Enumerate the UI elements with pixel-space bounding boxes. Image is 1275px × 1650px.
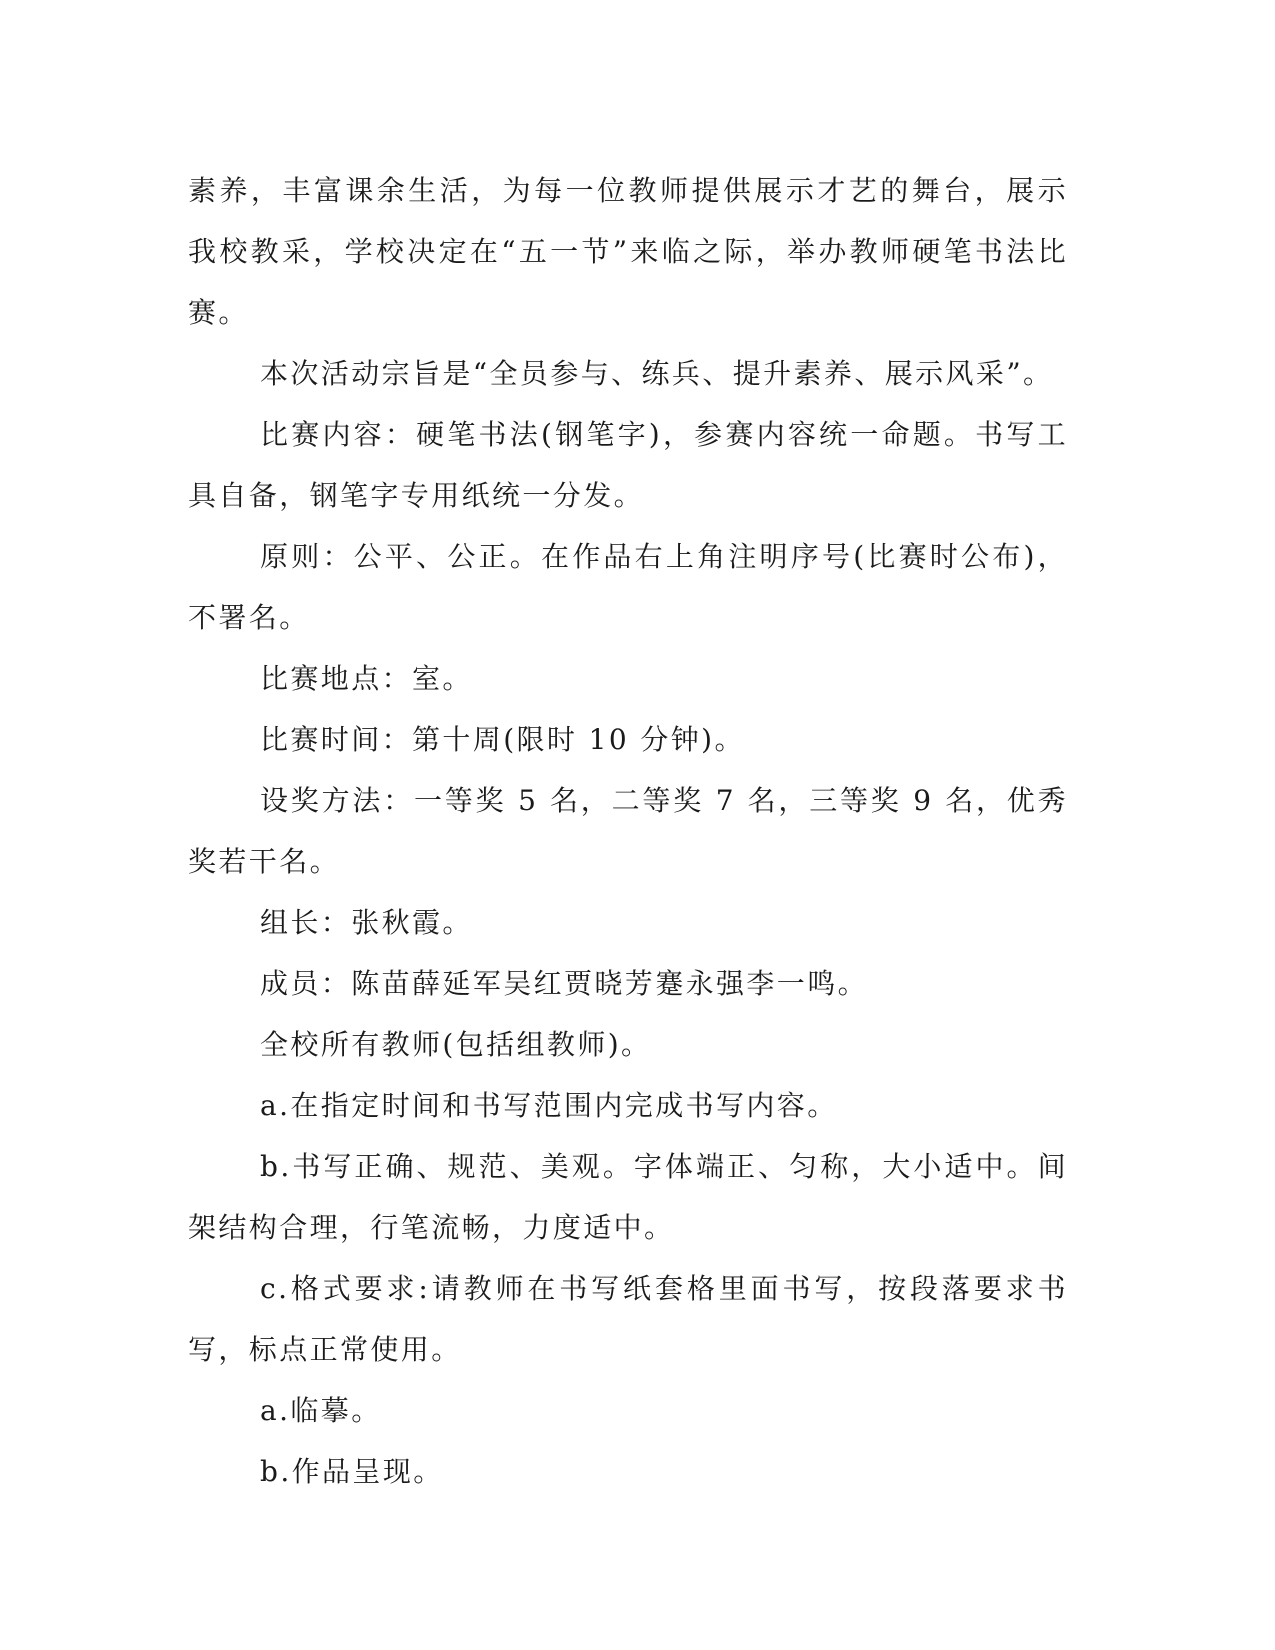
paragraph: 设奖方法：一等奖 5 名，二等奖 7 名，三等奖 9 名，优秀奖若干名。 — [188, 784, 1068, 878]
document-body — [188, 160, 1068, 1502]
paragraph: 比赛内容：硬笔书法(钢笔字)，参赛内容统一命题。书写工具自备，钢笔字专用纸统一分发。 — [188, 418, 1068, 512]
paragraph: 原则：公平、公正。在作品右上角注明序号(比赛时公布)，不署名。 — [188, 540, 1068, 634]
paragraph: 比赛地点：室。 — [260, 662, 473, 695]
paragraph: c.格式要求:请教师在书写纸套格里面书写，按段落要求书写，标点正常使用。 — [188, 1272, 1068, 1366]
paragraph: 组长：张秋霞。 — [260, 906, 473, 939]
paragraph: 全校所有教师(包括组教师)。 — [260, 1028, 652, 1061]
paragraph: 成员：陈苗薛延军吴红贾晓芳蹇永强李一鸣。 — [260, 967, 869, 1000]
paragraph: a.在指定时间和书写范围内完成书写内容。 — [260, 1089, 838, 1122]
paragraph: 比赛时间：第十周(限时 10 分钟)。 — [260, 723, 745, 756]
paragraph: b.作品呈现。 — [260, 1455, 444, 1488]
paragraph: 素养，丰富课余生活，为每一位教师提供展示才艺的舞台，展示我校教采，学校决定在“五一节”来临之际，举办教师硬笔书法比赛。 — [188, 174, 1068, 329]
paragraph: b.书写正确、规范、美观。字体端正、匀称，大小适中。间架结构合理，行笔流畅，力度适中。 — [188, 1150, 1068, 1244]
paragraph: a.临摹。 — [260, 1394, 382, 1427]
paragraph: 本次活动宗旨是“全员参与、练兵、提升素养、展示风采”。 — [260, 357, 1054, 390]
